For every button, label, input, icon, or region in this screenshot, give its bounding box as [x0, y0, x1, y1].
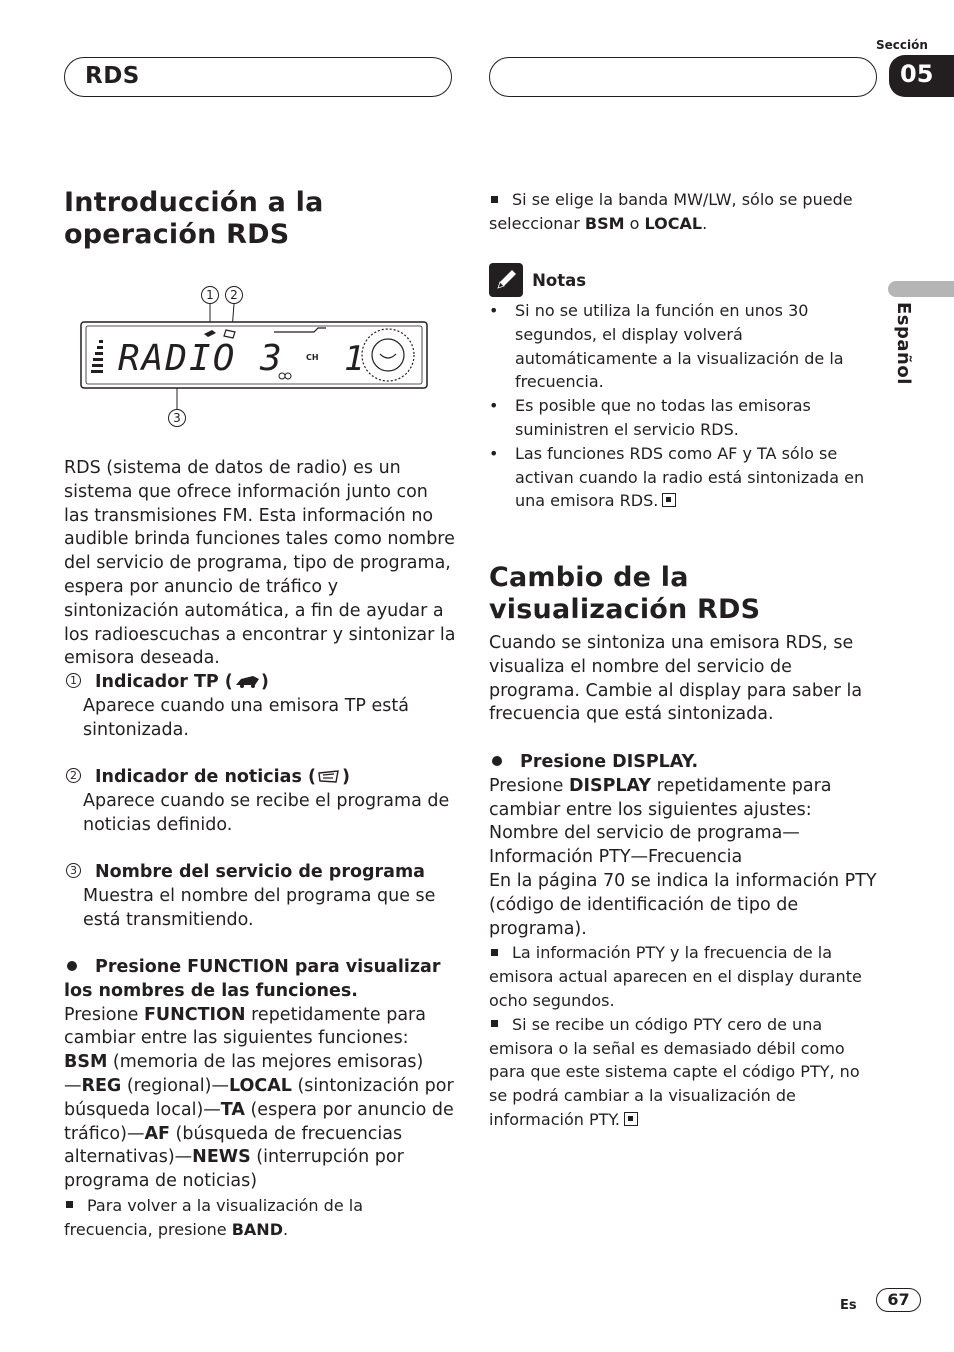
tip-square-icon — [491, 1020, 498, 1027]
page-number: 67 — [876, 1288, 921, 1312]
item-tp — [64, 671, 454, 742]
pencil-icon — [489, 263, 523, 297]
bullet-dot — [492, 756, 502, 766]
callout-3: 3 — [173, 411, 181, 425]
display-ch: CH — [306, 353, 319, 362]
display-text: RADIO 3 — [118, 338, 284, 379]
section-title: RDS — [85, 63, 140, 89]
right-intro: Cuando se sintoniza una emisora RDS, se visualiza el nombre del servicio de programa. Cambie al display para saber la frecuencia que está sintonizada. — [489, 633, 863, 725]
display-body: Presione DISPLAY repetidamente para cambiar entre los siguientes ajustes: — [489, 775, 832, 820]
note-item: • Es posible que no todas las emisoras suministren el servicio RDS. — [489, 394, 879, 442]
item-text: Muestra el nombre del programa que se está transmitiendo. — [83, 885, 436, 930]
item-text: Aparece cuando se recibe el programa de noticias definido. — [83, 790, 450, 835]
item-title-end: ) — [260, 672, 269, 692]
section-title-bar — [64, 57, 452, 97]
notes-title: Notas — [532, 270, 587, 290]
item-number: 1 — [66, 673, 81, 688]
item-number: 2 — [66, 768, 81, 783]
display-preset: 1 — [344, 339, 365, 379]
end-mark-icon — [624, 1112, 638, 1126]
function-body: Presione FUNCTION repetidamente para cambiar entre las siguientes funciones: — [64, 1004, 426, 1049]
mwlw-tip: Si se elige la banda MW/LW, sólo se puede seleccionar BSM o LOCAL. — [489, 190, 853, 233]
section-number: 05 — [889, 55, 954, 97]
callout-2: 2 — [230, 288, 238, 302]
news-icon — [316, 768, 342, 784]
tip-square-icon — [66, 1201, 73, 1208]
item-text: Aparece cuando una emisora TP está sintonizada. — [83, 695, 409, 740]
function-tip: Para volver a la visualización de la frecuencia, presione BAND. — [64, 1195, 363, 1239]
section-label: Sección — [876, 38, 928, 52]
language-tab — [888, 281, 954, 297]
display-figure — [78, 284, 430, 430]
callout-1: 1 — [206, 288, 214, 302]
end-mark-icon — [662, 493, 676, 507]
pty-reference: En la página 70 se indica la información PTY (código de identificación de tipo de programa). — [489, 870, 877, 939]
pty-tip-1: La información PTY y la frecuencia de la emisora actual aparecen en el display durante ocho segundos. — [489, 943, 862, 1010]
function-instruction-block — [64, 956, 456, 1242]
function-instruction: Presione FUNCTION para visualizar los nombres de las funciones. — [64, 957, 441, 1001]
item-number: 3 — [66, 863, 81, 878]
item-title-end: ) — [341, 767, 350, 787]
item-title: Nombre del servicio de programa — [95, 862, 425, 882]
notes-block — [489, 263, 879, 513]
tip-square-icon — [491, 949, 498, 956]
language-label: Español — [893, 302, 914, 385]
bullet-dot — [67, 961, 77, 971]
footer-language-code: Es — [840, 1298, 857, 1313]
tp-car-icon — [233, 673, 261, 689]
left-intro: RDS (sistema de datos de radio) es un sistema que ofrece información junto con las transmisiones FM. Esta información no audible brinda funciones tales como nombre del servicio de programa, tipo de programa, espera por anuncio de tráfico y sintonización automática, a fin de ayudar a los radioescuchas a encontrar y sintonizar la emisora deseada. — [64, 458, 456, 669]
item-news — [64, 766, 454, 837]
display-instruction-block — [489, 751, 881, 1132]
left-heading: Introducción a la operación RDS — [64, 187, 324, 250]
item-title: Indicador de noticias ( — [95, 767, 316, 787]
note-item: • Si no se utiliza la función en unos 30 segundos, el display volverá automáticamente a la visualización de la frecuencia. — [489, 299, 879, 394]
item-title: Indicador TP ( — [95, 672, 233, 692]
header-empty-bar — [489, 57, 877, 97]
display-sequence: Nombre del servicio de programa—Información PTY—Frecuencia — [489, 823, 800, 868]
pty-tip-2: Si se recibe un código PTY cero de una emisora o la señal es demasiado débil como para que este sistema capte el código PTY, no se podrá cambiar a la visualización de información PTY. — [489, 1014, 860, 1129]
item-ps-name — [64, 861, 454, 932]
right-heading: Cambio de la visualización RDS — [489, 562, 761, 625]
tip-square-icon — [491, 196, 498, 203]
function-list: BSM (memoria de las mejores emisoras) —REG (regional)—LOCAL (sintonización por búsqueda local)—TA (espera por anuncio de tráfico)—AF (búsqueda de frecuencias alternativas)—NEWS (interrupción por programa de noticias) — [64, 1052, 454, 1192]
display-instruction: Presione DISPLAY. — [520, 752, 699, 772]
note-item: • Las funciones RDS como AF y TA sólo se activan cuando la radio está sintonizada en una emisora RDS. — [489, 442, 879, 513]
display-illustration — [78, 284, 430, 430]
